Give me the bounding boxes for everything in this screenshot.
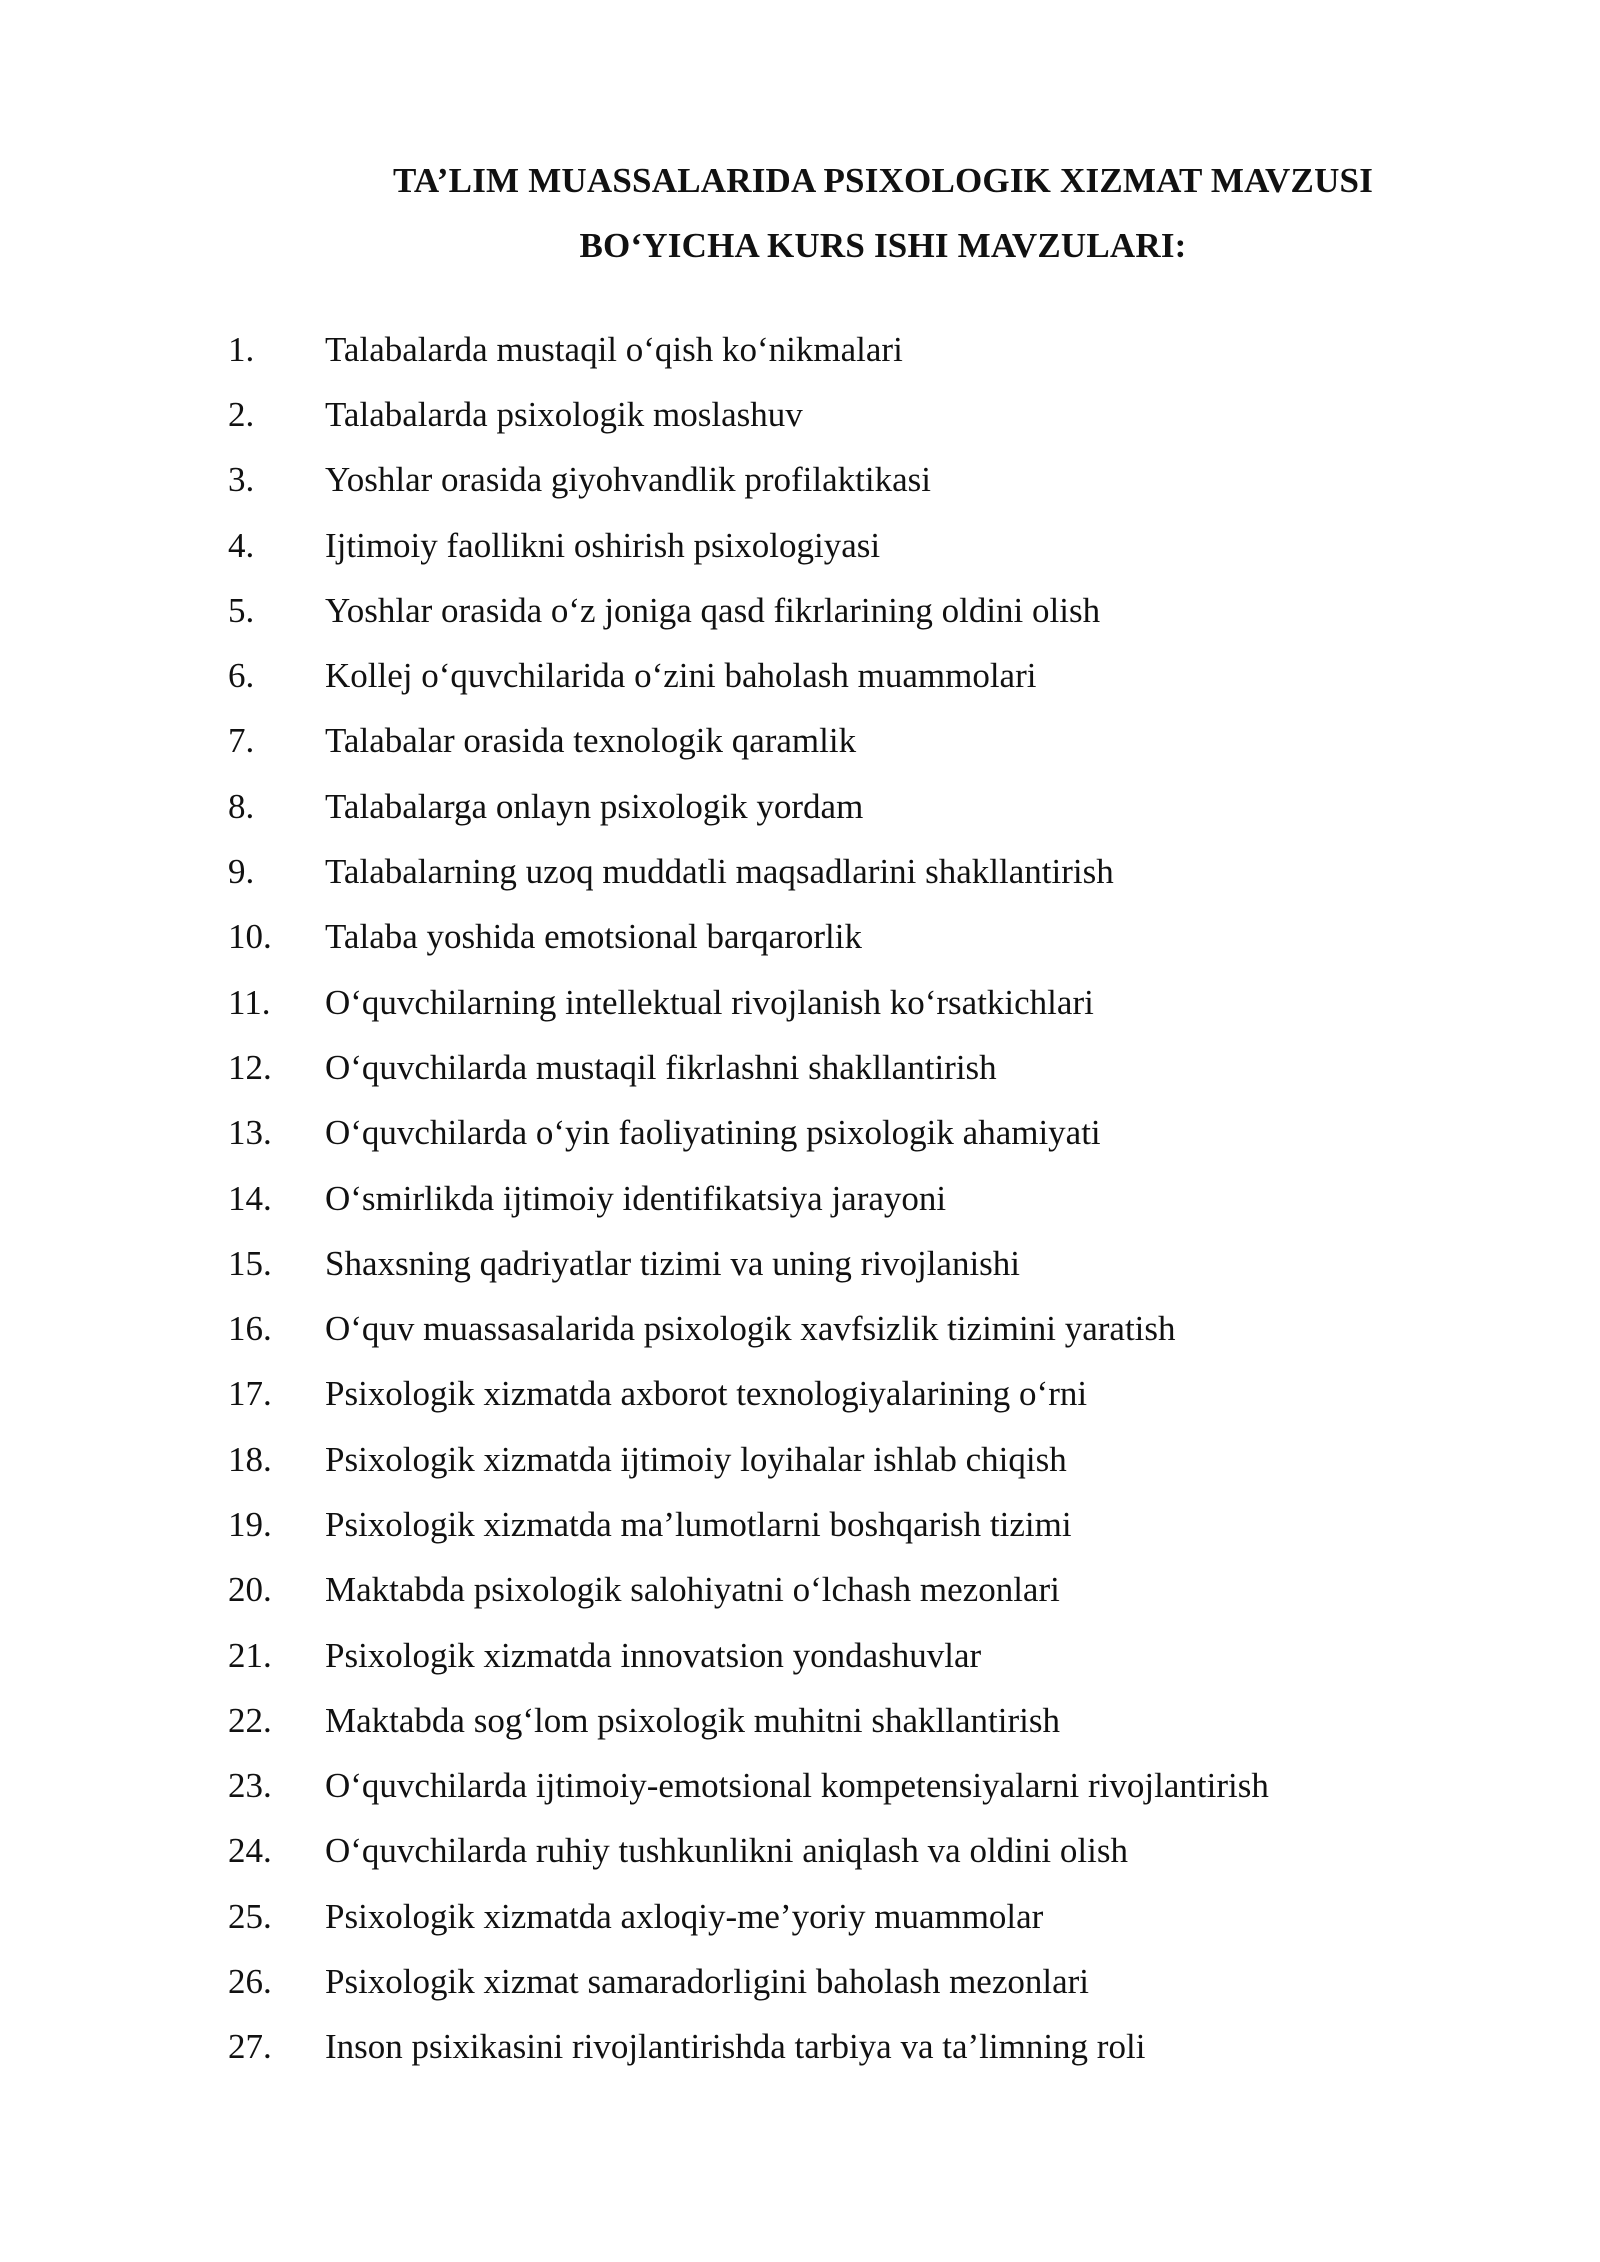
topic-title: Maktabda psixologik salohiyatni o‘lchash mezonlari bbox=[325, 1570, 1060, 1610]
topic-title: Talabalarda mustaqil o‘qish ko‘nikmalari bbox=[325, 329, 903, 369]
topic-number: 26. bbox=[228, 1962, 272, 2002]
topic-number: 18. bbox=[228, 1439, 272, 1479]
list-item bbox=[228, 578, 1269, 643]
topic-title: Psixologik xizmatda innovatsion yondashuvlar bbox=[325, 1635, 982, 1675]
list-item bbox=[228, 1558, 1269, 1623]
title-line-1: TA’LIM MUASSALARIDA PSIXOLOGIK XIZMAT MAVZUSI bbox=[392, 161, 1374, 200]
topic-title: O‘quvchilarda mustaqil fikrlashni shakllantirish bbox=[325, 1047, 997, 1087]
topic-title: Yoshlar orasida giyohvandlik profilaktikasi bbox=[325, 460, 931, 500]
list-item bbox=[228, 774, 1269, 839]
topic-number: 3. bbox=[228, 460, 255, 500]
list-item bbox=[228, 839, 1269, 904]
topic-title: Shaxsning qadriyatlar tizimi va uning rivojlanishi bbox=[325, 1243, 1021, 1283]
topic-number: 21. bbox=[228, 1635, 272, 1675]
list-item bbox=[228, 1884, 1269, 1949]
topic-title: Maktabda sog‘lom psixologik muhitni shakllantirish bbox=[325, 1700, 1060, 1740]
list-item bbox=[228, 1688, 1269, 1753]
topic-title: O‘quvchilarda ijtimoiy-emotsional kompetensiyalarni rivojlantirish bbox=[325, 1766, 1269, 1806]
list-item bbox=[228, 513, 1269, 578]
topic-title: O‘smirlikda ijtimoiy identifikatsiya jarayoni bbox=[325, 1178, 947, 1218]
list-item bbox=[228, 1949, 1269, 2014]
topic-title: Psixologik xizmat samaradorligini baholash mezonlari bbox=[325, 1962, 1090, 2002]
topic-number: 23. bbox=[228, 1766, 272, 1806]
list-item bbox=[228, 709, 1269, 774]
document-title bbox=[230, 148, 1536, 278]
topic-number: 19. bbox=[228, 1504, 272, 1544]
list-item bbox=[228, 2015, 1269, 2080]
topic-number: 12. bbox=[228, 1047, 272, 1087]
topic-number: 16. bbox=[228, 1309, 272, 1349]
topic-number: 15. bbox=[228, 1243, 272, 1283]
topic-title: Psixologik xizmatda ijtimoiy loyihalar ishlab chiqish bbox=[325, 1439, 1067, 1479]
topic-number: 11. bbox=[228, 982, 271, 1022]
list-item bbox=[228, 1101, 1269, 1166]
topic-title: Kollej o‘quvchilarida o‘zini baholash muammolari bbox=[325, 656, 1037, 696]
topic-list bbox=[228, 317, 1269, 2080]
topic-title: Talabalarga onlayn psixologik yordam bbox=[325, 786, 864, 826]
topic-title: Psixologik xizmatda axloqiy-me’yoriy muammolar bbox=[325, 1896, 1044, 1936]
list-item bbox=[228, 970, 1269, 1035]
topic-title: O‘quvchilarda o‘yin faoliyatining psixologik ahamiyati bbox=[325, 1113, 1101, 1153]
topic-title: O‘quvchilarning intellektual rivojlanish ko‘rsatkichlari bbox=[325, 982, 1094, 1022]
topic-title: Talabalarda psixologik moslashuv bbox=[325, 394, 803, 434]
topic-number: 2. bbox=[228, 394, 255, 434]
list-item bbox=[228, 643, 1269, 708]
topic-title: Psixologik xizmatda axborot texnologiyalarining o‘rni bbox=[325, 1374, 1088, 1414]
topic-title: Talabalar orasida texnologik qaramlik bbox=[325, 721, 857, 761]
list-item bbox=[228, 1492, 1269, 1557]
topic-title: Inson psixikasini rivojlantirishda tarbiya va ta’limning roli bbox=[325, 2027, 1146, 2067]
topic-number: 20. bbox=[228, 1570, 272, 1610]
title-line-2: BO‘YICHA KURS ISHI MAVZULARI: bbox=[579, 226, 1187, 265]
topic-number: 1. bbox=[228, 329, 255, 369]
topic-number: 4. bbox=[228, 525, 255, 565]
topic-number: 5. bbox=[228, 590, 255, 630]
topic-number: 27. bbox=[228, 2027, 272, 2067]
topic-number: 6. bbox=[228, 656, 255, 696]
topic-title: Talaba yoshida emotsional barqarorlik bbox=[325, 917, 862, 957]
list-item bbox=[228, 1362, 1269, 1427]
list-item bbox=[228, 1754, 1269, 1819]
topic-number: 22. bbox=[228, 1700, 272, 1740]
list-item bbox=[228, 1427, 1269, 1492]
list-item bbox=[228, 317, 1269, 382]
topic-title: O‘quv muassasalarida psixologik xavfsizlik tizimini yaratish bbox=[325, 1309, 1176, 1349]
list-item bbox=[228, 1035, 1269, 1100]
topic-number: 25. bbox=[228, 1896, 272, 1936]
list-item bbox=[228, 1819, 1269, 1884]
list-item bbox=[228, 1231, 1269, 1296]
topic-number: 13. bbox=[228, 1113, 272, 1153]
topic-number: 17. bbox=[228, 1374, 272, 1414]
list-item bbox=[228, 382, 1269, 447]
topic-title: Yoshlar orasida o‘z joniga qasd fikrlarining oldini olish bbox=[325, 590, 1101, 630]
topic-number: 24. bbox=[228, 1831, 272, 1871]
topic-title: Talabalarning uzoq muddatli maqsadlarini shakllantirish bbox=[325, 852, 1114, 892]
topic-number: 14. bbox=[228, 1178, 272, 1218]
topic-number: 10. bbox=[228, 917, 272, 957]
list-item bbox=[228, 1296, 1269, 1361]
topic-title: O‘quvchilarda ruhiy tushkunlikni aniqlash va oldini olish bbox=[325, 1831, 1128, 1871]
list-item bbox=[228, 448, 1269, 513]
topic-number: 8. bbox=[228, 786, 255, 826]
list-item bbox=[228, 1166, 1269, 1231]
topic-number: 7. bbox=[228, 721, 255, 761]
topic-title: Ijtimoiy faollikni oshirish psixologiyasi bbox=[325, 525, 881, 565]
topic-title: Psixologik xizmatda ma’lumotlarni boshqarish tizimi bbox=[325, 1504, 1072, 1544]
list-item bbox=[228, 1623, 1269, 1688]
list-item bbox=[228, 905, 1269, 970]
topic-number: 9. bbox=[228, 852, 255, 892]
